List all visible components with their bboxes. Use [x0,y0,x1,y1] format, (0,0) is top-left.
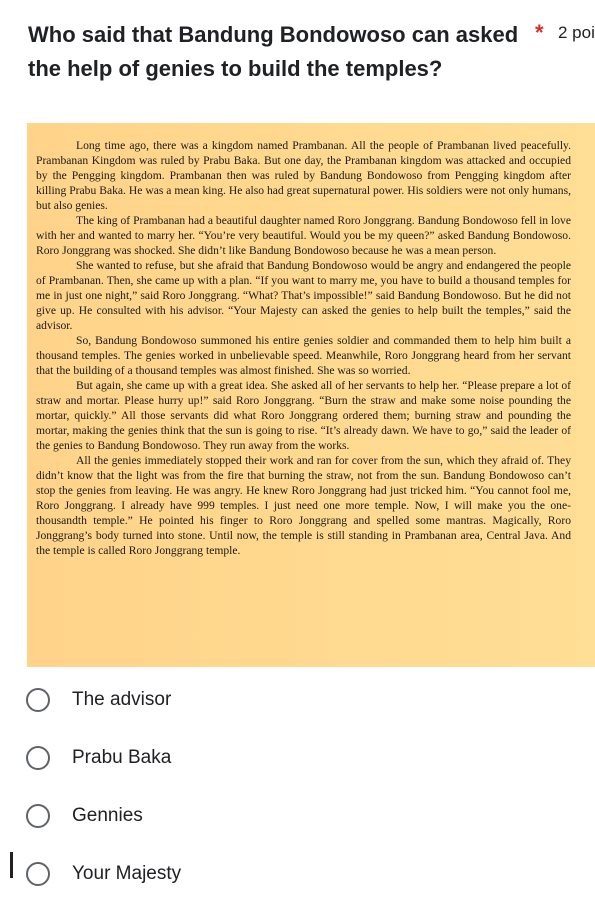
radio-button[interactable] [26,746,50,770]
story-image [27,123,595,667]
radio-button[interactable] [26,688,50,712]
option-label[interactable]: The advisor [72,689,172,710]
radio-button[interactable] [26,804,50,828]
story-paragraph: But again, she came up with a great idea. She asked all of her servants to help her. “Please prepare a lot of straw and mortar. Please hurry up!” said Roro Jonggrang. “Burn the straw and make some noise pounding the mortar, quickly.” All those servants did what Roro Jonggrang ordered them; burning straw and pounding the mortar, making the genies think that the sun is going to rise. “It’s already dawn. We have to go,” said the leader of the genies to Bandung Bondowoso. They run away from the works. [36,379,571,452]
option-gennies[interactable] [0,792,595,842]
question-title: Who said that Bandung Bondowoso can asked the help of genies to build the temples? [28,22,519,81]
points-label: 2 poi [558,23,595,42]
required-asterisk: * [535,20,544,45]
question-header [28,18,595,88]
option-label[interactable]: Prabu Baka [72,747,172,768]
option-label[interactable]: Gennies [72,805,143,826]
option-prabu-baka[interactable] [0,734,595,784]
story-paragraph: The king of Prambanan had a beautiful daughter named Roro Jonggrang. Bandung Bondowoso fell in love with her and wanted to marry her. “You’re very beautiful. Would you be my queen?” asked Bandung Bondowoso. Roro Jonggrang was shocked. She didn’t like Bandung Bondowoso because he was a mean person. [36,214,571,257]
story-paragraph: She wanted to refuse, but she afraid that Bandung Bondowoso would be angry and endangered the people of Prambanan. Then, she came up with a plan. “If you want to marry me, you have to build a thousand temples for me in just one night,” said Roro Jonggrang. “What? That’s impossible!” said Bandung Bondowoso. But he did not give up. He consulted with his advisor. “Your Majesty can asked the genies to help built the temples,” said the advisor. [36,259,571,332]
focus-indicator [10,852,13,878]
story-paragraph: So, Bandung Bondowoso summoned his entire genies soldier and commanded them to help him built a thousand temples. The genies worked in unbelievable speed. Meanwhile, Roro Jonggrang heard from her servant that the building of a thousand temples was almost finished. She was so worried. [36,334,571,377]
story-paragraph: Long time ago, there was a kingdom named Prambanan. All the people of Prambanan lived peacefully. Prambanan Kingdom was ruled by Prabu Baka. But one day, the Prambanan kingdom was attacked and occupied by the Pengging kingdom. Prambanan then was ruled by Bandung Bondowoso from Pengging kingdom after killing Prabu Baka. He was a mean king. He also had great supernatural power. His soldiers were not only humans, but also genies. [36,139,571,212]
option-your-majesty[interactable] [0,850,595,900]
option-label[interactable]: Your Majesty [72,863,182,884]
radio-button[interactable] [26,862,50,886]
option-the-advisor[interactable] [0,676,595,726]
story-paragraph: All the genies immediately stopped their work and ran for cover from the sun, which they afraid of. They didn’t know that the light was from the fire that burning the straw, not from the sun. Bandung Bondowoso can’t stop the genies from leaving. He was angry. He knew Roro Jonggrang had just tricked him. “You cannot fool me, Roro Jonggrang. I already have 999 temples. I just need one more temple. Now, I will make you the one-thousandth temple.” He pointed his finger to Roro Jonggrang and spelled some mantras. Magically, Roro Jonggrang’s body turned into stone. Until now, the temple is still standing in Prambanan area, Central Java. And the temple is called Roro Jonggrang temple. [36,454,571,557]
